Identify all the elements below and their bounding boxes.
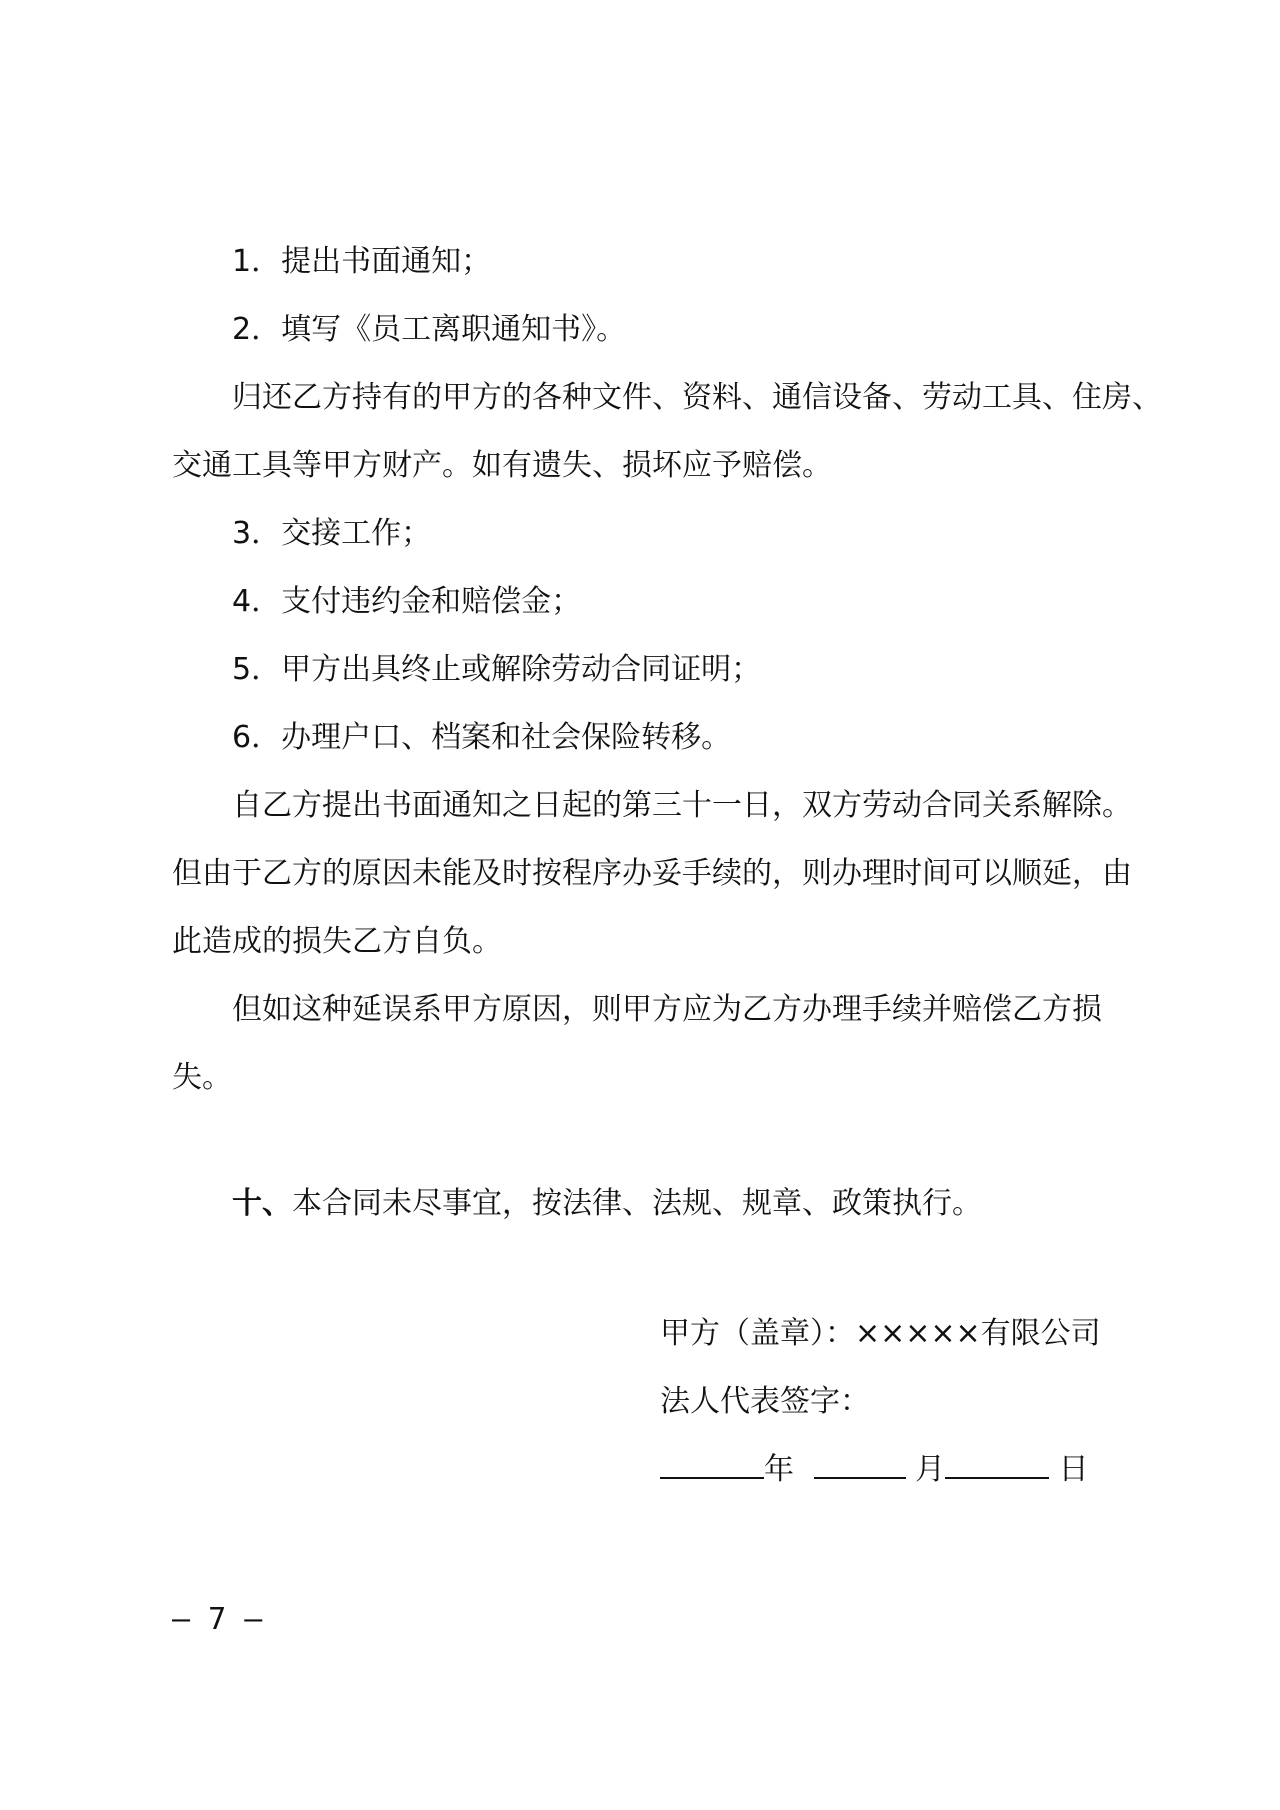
release-paragraph-line-3: 此造成的损失乙方自负。	[172, 924, 502, 959]
list-item-2: 2．填写《员工离职通知书》。	[232, 312, 627, 347]
list-item-4: 4．支付违约金和赔偿金；	[232, 584, 582, 619]
list-item-3: 3．交接工作；	[232, 516, 432, 551]
return-paragraph-line-1: 归还乙方持有的甲方的各种文件、资料、通信设备、劳动工具、住房、	[232, 380, 1162, 415]
return-paragraph-line-2: 交通工具等甲方财产。如有遗失、损坏应予赔偿。	[172, 448, 832, 483]
year-blank	[660, 1451, 764, 1479]
delay-paragraph-line-1: 但如这种延误系甲方原因，则甲方应为乙方办理手续并赔偿乙方损	[232, 992, 1102, 1027]
page-number: – 7 –	[172, 1602, 263, 1637]
clause-ten-text: 本合同未尽事宜，按法律、法规、规章、政策执行。	[292, 1186, 982, 1221]
clause-ten-number: 十、	[232, 1186, 292, 1221]
list-item-6: 6．办理户口、档案和社会保险转移。	[232, 720, 732, 755]
release-paragraph-line-1: 自乙方提出书面通知之日起的第三十一日，双方劳动合同关系解除。	[232, 788, 1132, 823]
day-label: 日	[1058, 1452, 1089, 1487]
party-a-seal-line: 甲方（盖章）：×××××有限公司	[660, 1316, 1101, 1351]
year-label: 年	[764, 1452, 794, 1487]
clause-ten	[232, 1170, 1192, 1238]
delay-paragraph-line-2: 失。	[172, 1060, 232, 1095]
month-blank	[814, 1451, 906, 1479]
legal-rep-signature-line: 法人代表签字：	[660, 1384, 870, 1419]
list-item-5: 5．甲方出具终止或解除劳动合同证明；	[232, 652, 762, 687]
list-item-1: 1．提出书面通知；	[232, 244, 492, 279]
release-paragraph-line-2: 但由于乙方的原因未能及时按程序办妥手续的，则办理时间可以顺延，由	[172, 856, 1132, 891]
month-label: 月	[915, 1452, 946, 1487]
day-blank	[945, 1451, 1049, 1479]
date-line	[660, 1436, 1089, 1504]
